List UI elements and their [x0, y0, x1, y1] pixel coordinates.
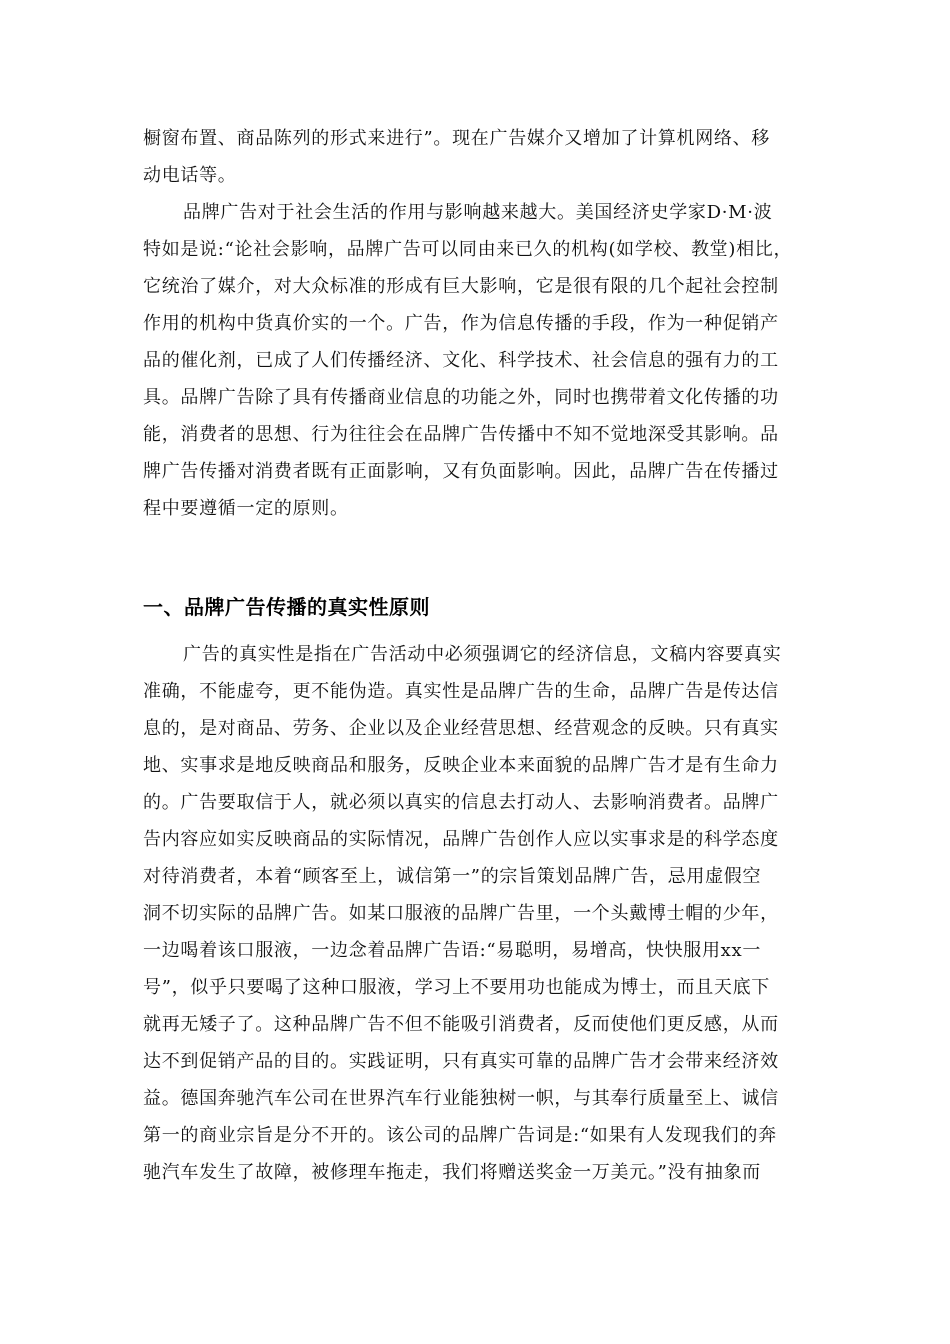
paragraph-2-line: 的。广告要取信于人，就必须以真实的信息去打动人、去影响消费者。品牌广 — [143, 792, 779, 813]
paragraph-1-line: 作用的机构中货真价实的一个。广告，作为信息传播的手段，作为一种促销产 — [143, 313, 779, 334]
paragraph-1-line: 牌广告传播对消费者既有正面影响，又有负面影响。因此，品牌广告在传播过 — [143, 461, 779, 482]
paragraph-2-line: 就再无矮子了。这种品牌广告不但不能吸引消费者，反而使他们更反感，从而 — [143, 1014, 779, 1035]
paragraph-2-line: 益。德国奔驰汽车公司在世界汽车行业能独树一帜，与其奉行质量至上、诚信 — [143, 1088, 779, 1109]
paragraph-2-line: 地、实事求是地反映商品和服务，反映企业本来面貌的品牌广告才是有生命力 — [143, 755, 779, 776]
paragraph-2-line: 广告的真实性是指在广告活动中必须强调它的经济信息，文稿内容要真实 — [183, 644, 782, 665]
paragraph-2-line: 号”，似乎只要喝了这种口服液，学习上不要用功也能成为博士，而且天底下 — [143, 977, 770, 998]
paragraph-2-line: 第一的商业宗旨是分不开的。该公司的品牌广告词是:“如果有人发现我们的奔 — [143, 1125, 777, 1146]
paragraph-2-line: 一边喝着该口服液，一边念着品牌广告语:“易聪明，易增高，快快服用xx一 — [143, 940, 762, 961]
paragraph-1-line: 程中要遵循一定的原则。 — [143, 498, 349, 519]
paragraph-2-line: 达不到促销产品的目的。实践证明，只有真实可靠的品牌广告才会带来经济效 — [143, 1051, 779, 1072]
intro-line-2: 动电话等。 — [143, 165, 237, 186]
paragraph-2-line: 告内容应如实反映商品的实际情况，品牌广告创作人应以实事求是的科学态度 — [143, 829, 779, 850]
paragraph-1-line: 能，消费者的思想、行为往往会在品牌广告传播中不知不觉地深受其影响。品 — [143, 424, 779, 445]
section-heading: 一、品牌广告传播的真实性原则 — [143, 595, 430, 619]
paragraph-2-line: 对待消费者，本着“顾客至上，诚信第一”的宗旨策划品牌广告，忌用虚假空 — [143, 866, 762, 887]
paragraph-1-line: 具。品牌广告除了具有传播商业信息的功能之外，同时也携带着文化传播的功 — [143, 387, 779, 408]
paragraph-2-line: 准确，不能虚夸，更不能伪造。真实性是品牌广告的生命，品牌广告是传达信 — [143, 681, 779, 702]
paragraph-1-line: 特如是说:“论社会影响，品牌广告可以同由来已久的机构(如学校、教堂)相比， — [143, 239, 793, 260]
paragraph-2-line: 息的，是对商品、劳务、企业以及企业经营思想、经营观念的反映。只有真实 — [143, 718, 779, 739]
intro-line-1: 橱窗布置、商品陈列的形式来进行”。现在广告媒介又增加了计算机网络、移 — [143, 128, 770, 149]
paragraph-2-line: 驰汽车发生了故障，被修理车拖走，我们将赠送奖金一万美元。”没有抽象而 — [143, 1162, 761, 1183]
paragraph-1-line: 品的催化剂，已成了人们传播经济、文化、科学技术、社会信息的强有力的工 — [143, 350, 779, 371]
paragraph-2-line: 洞不切实际的品牌广告。如某口服液的品牌广告里，一个头戴博士帽的少年， — [143, 903, 779, 924]
paragraph-1-line: 品牌广告对于社会生活的作用与影响越来越大。美国经济史学家D·M·波 — [183, 202, 773, 223]
paragraph-1-line: 它统治了媒介，对大众标准的形成有巨大影响，它是很有限的几个起社会控制 — [143, 276, 779, 297]
